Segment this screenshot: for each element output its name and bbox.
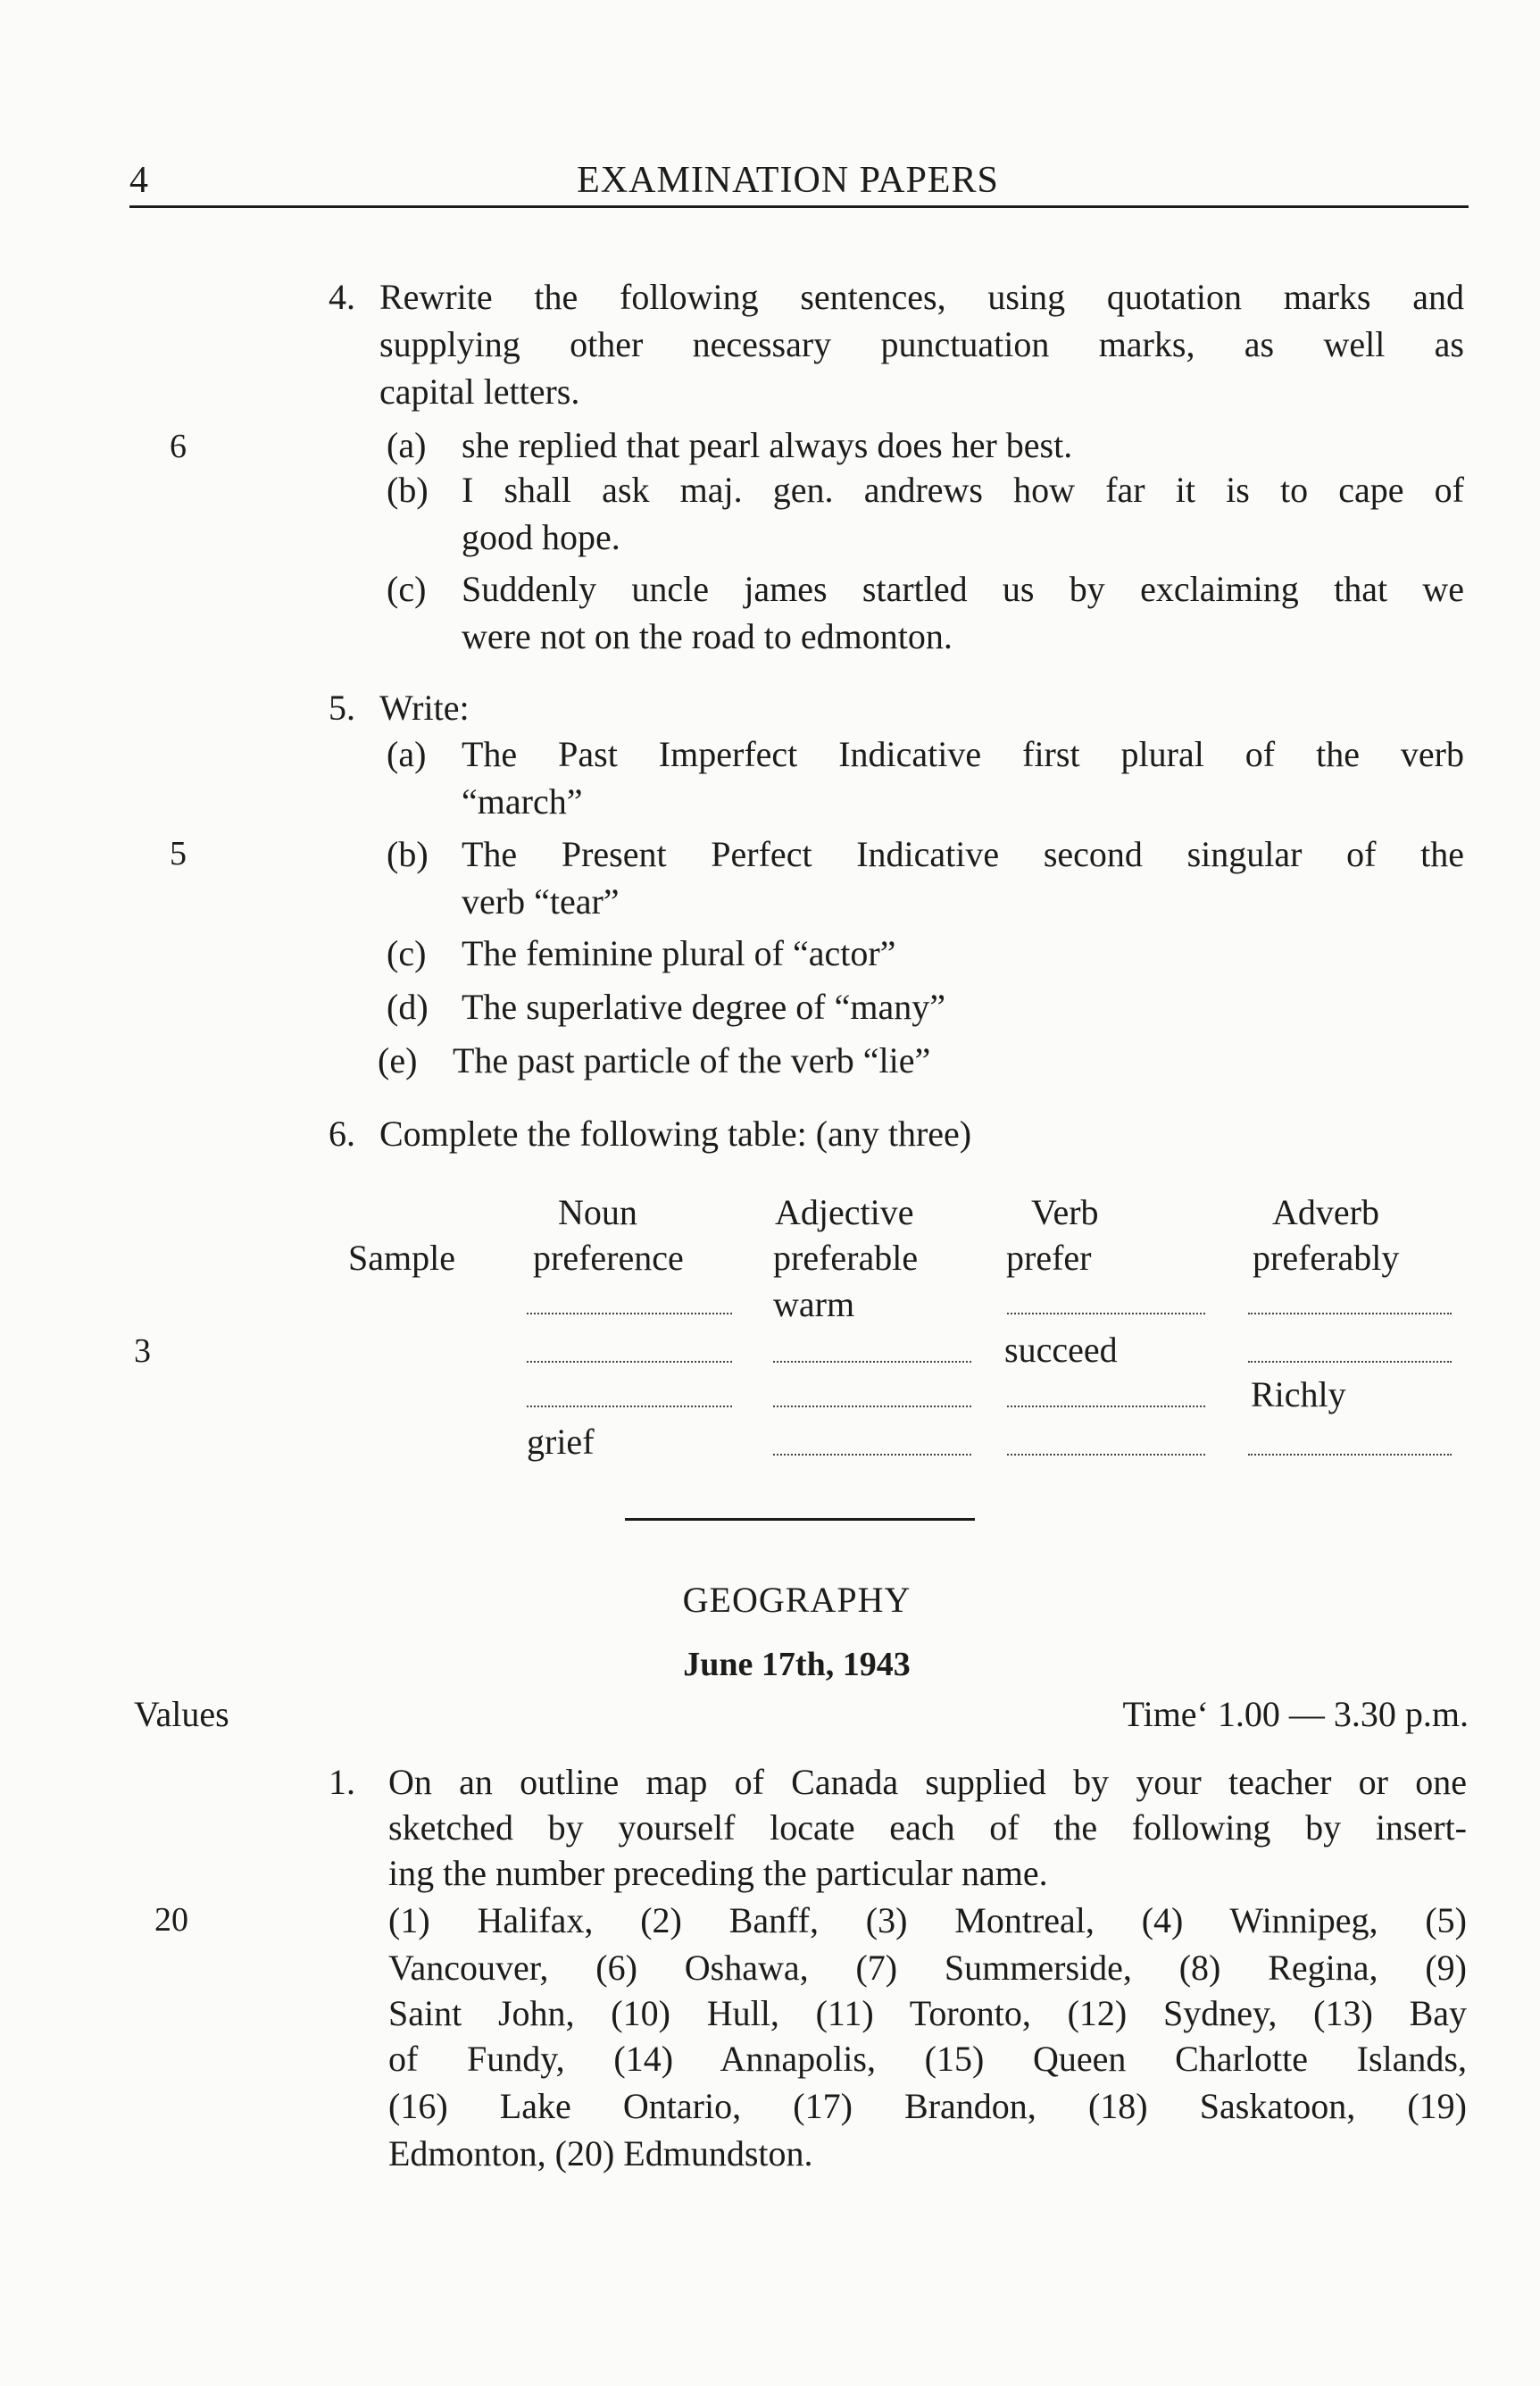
- table-header-adjective: Adjective: [775, 1192, 914, 1232]
- table-header-adverb: Adverb: [1272, 1192, 1379, 1232]
- table-blank: [1007, 1406, 1205, 1407]
- table-blank: [1248, 1313, 1452, 1314]
- q6-number: 6.: [329, 1114, 355, 1154]
- q5b-text-line-2: verb “tear”: [462, 881, 620, 922]
- q4c-label: (c): [387, 569, 427, 609]
- table-sample-noun: preference: [533, 1238, 684, 1278]
- q4b-text-line-2: good hope.: [462, 517, 620, 557]
- table-blank: [1248, 1361, 1452, 1363]
- table-blank: [527, 1313, 732, 1314]
- q5b-text-line-1: The Present Perfect Indicative second singular of the: [462, 834, 1464, 874]
- exam-time: Time‘ 1.00 — 3.30 p.m.: [1122, 1694, 1469, 1734]
- q5d-text: The superlative degree of “many”: [462, 987, 945, 1027]
- q4b-text-line-1: I shall ask maj. gen. andrews how far it is to cape of: [462, 470, 1464, 510]
- table-sample-adverb: preferably: [1253, 1238, 1400, 1278]
- q4-mark-value: 6: [170, 428, 187, 465]
- q5-stem: Write:: [379, 688, 470, 728]
- q5a-text-line-1: The Past Imperfect Indicative first plural of the verb: [462, 734, 1464, 774]
- section-divider: [625, 1518, 975, 1521]
- q5-number: 5.: [329, 688, 355, 728]
- q4-stem-line-2: supplying other necessary punctuation marks, as well as: [379, 324, 1464, 364]
- table-blank: [1007, 1454, 1205, 1456]
- table-blank: [1007, 1313, 1205, 1314]
- q4-number: 4.: [329, 277, 355, 317]
- table-cell-warm: warm: [773, 1284, 855, 1324]
- header-rule: [129, 205, 1469, 208]
- q5d-label: (d): [387, 987, 429, 1027]
- table-cell-richly: Richly: [1251, 1374, 1346, 1414]
- q6-mark-value: 3: [134, 1332, 151, 1370]
- geo-q1-list-line-2: Vancouver, (6) Oshawa, (7) Summerside, (8) Regina, (9): [388, 1948, 1467, 1988]
- page-number: 4: [129, 160, 148, 201]
- q4a-label: (a): [387, 425, 427, 465]
- q5-mark-value: 5: [170, 835, 187, 872]
- section-title: GEOGRAPHY: [682, 1580, 912, 1620]
- table-header-noun: Noun: [558, 1192, 637, 1232]
- table-blank: [773, 1361, 971, 1363]
- table-blank: [527, 1361, 732, 1363]
- q5c-label: (c): [387, 933, 427, 973]
- q6-stem: Complete the following table: (any three): [379, 1114, 972, 1154]
- q5c-text: The feminine plural of “actor”: [462, 933, 896, 973]
- geo-q1-stem-line-1: On an outline map of Canada supplied by your teacher or one: [388, 1762, 1467, 1802]
- q5e-label: (e): [378, 1040, 418, 1080]
- geo-q1-list-line-3: Saint John, (10) Hull, (11) Toronto, (12) Sydney, (13) Bay: [388, 1993, 1467, 2033]
- geo-q1-list-line-1: (1) Halifax, (2) Banff, (3) Montreal, (4) Winnipeg, (5): [388, 1900, 1467, 1940]
- table-cell-succeed: succeed: [1004, 1330, 1118, 1370]
- q5b-label: (b): [387, 834, 429, 874]
- geo-q1-list-line-6: Edmonton, (20) Edmundston.: [388, 2133, 813, 2173]
- q4c-text-line-1: Suddenly uncle james startled us by exclaiming that we: [462, 569, 1464, 609]
- geo-q1-mark-value: 20: [154, 1901, 188, 1939]
- table-blank: [1248, 1454, 1452, 1456]
- running-header-title: EXAMINATION PAPERS: [577, 160, 999, 201]
- table-sample-verb: prefer: [1006, 1238, 1092, 1278]
- q5a-text-line-2: “march”: [462, 781, 583, 822]
- table-cell-grief: grief: [527, 1422, 595, 1462]
- q4-stem-line-1: Rewrite the following sentences, using quotation marks and: [379, 277, 1464, 317]
- geo-q1-list-line-4: of Fundy, (14) Annapolis, (15) Queen Charlotte Islands,: [388, 2039, 1467, 2079]
- table-sample-label: Sample: [348, 1238, 455, 1278]
- geo-q1-number: 1.: [329, 1762, 355, 1802]
- q5e-text: The past particle of the verb “lie”: [453, 1040, 931, 1080]
- q4b-label: (b): [387, 470, 429, 510]
- table-blank: [527, 1406, 732, 1407]
- table-blank: [773, 1406, 971, 1407]
- exam-date: June 17th, 1943: [683, 1646, 911, 1683]
- geo-q1-stem-line-3: ing the number preceding the particular name.: [388, 1853, 1048, 1893]
- table-blank: [773, 1454, 971, 1456]
- q4-stem-line-3: capital letters.: [379, 371, 580, 412]
- table-header-verb: Verb: [1031, 1192, 1099, 1232]
- q4c-text-line-2: were not on the road to edmonton.: [462, 616, 953, 656]
- q5a-label: (a): [387, 734, 427, 774]
- table-sample-adjective: preferable: [773, 1238, 919, 1278]
- values-column-label: Values: [134, 1694, 229, 1734]
- q4a-text: she replied that pearl always does her best.: [462, 425, 1073, 465]
- geo-q1-stem-line-2: sketched by yourself locate each of the following by insert-: [388, 1807, 1467, 1848]
- geo-q1-list-line-5: (16) Lake Ontario, (17) Brandon, (18) Saskatoon, (19): [388, 2086, 1467, 2126]
